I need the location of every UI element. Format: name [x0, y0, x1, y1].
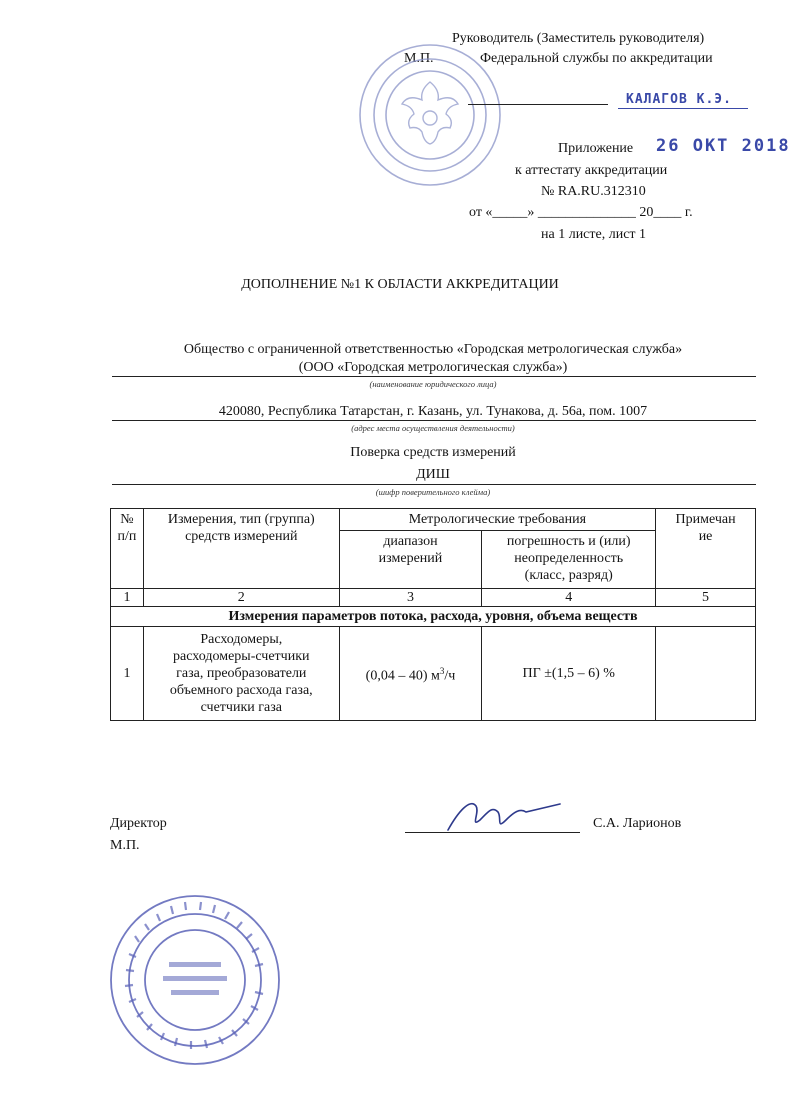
- col-no-line1: №: [120, 512, 134, 527]
- row-type-line3: газа, преобразователи: [176, 666, 307, 681]
- row-type-line5: счетчики газа: [200, 700, 282, 715]
- col-header-metro: Метрологические требования: [339, 509, 655, 531]
- row-range-tail: /ч: [444, 668, 456, 684]
- head-signature-line: [468, 104, 608, 105]
- signature-icon: [440, 790, 570, 840]
- col-header-error: [482, 531, 656, 589]
- head-title-1: Руководитель (Заместитель руководителя): [452, 31, 705, 46]
- row-number: 1: [111, 627, 144, 721]
- col-type-line1: Измерения, тип (группа): [167, 512, 315, 527]
- col-num-1: 1: [111, 589, 144, 607]
- head-mp: М.П.: [404, 51, 434, 66]
- col-header-note: [656, 509, 756, 589]
- head-signer-stamp: КАЛАГОВ К.Э.: [626, 92, 732, 107]
- col-note-line1: Примечан: [675, 512, 736, 527]
- row-note: [656, 627, 756, 721]
- col-header-no: [111, 509, 144, 589]
- address-underline: [112, 420, 756, 421]
- col-num-4: 4: [482, 589, 656, 607]
- org-full-name: Общество с ограниченной ответственностью «Городская метрологическая служба»: [183, 342, 683, 357]
- cipher-underline: [112, 484, 756, 485]
- document-title: ДОПОЛНЕНИЕ №1 К ОБЛАСТИ АККРЕДИТАЦИИ: [241, 277, 559, 292]
- table-row: [111, 627, 756, 721]
- activity: Поверка средств измерений: [350, 445, 516, 460]
- col-err-line1: погрешность и (или): [506, 534, 631, 549]
- col-range-line1: диапазон: [383, 534, 438, 549]
- col-header-type: [143, 509, 339, 589]
- section-header: Измерения параметров потока, расхода, уровня, объема веществ: [111, 607, 756, 627]
- cipher-caption: (шифр поверительного клейма): [375, 487, 491, 497]
- col-err-line2: неопределенность: [514, 551, 624, 566]
- org-underline: [112, 376, 756, 377]
- col-no-line2: п/п: [117, 529, 137, 544]
- org-address: 420080, Республика Татарстан, г. Казань, ул. Тунакова, д. 56а, пом. 1007: [218, 404, 648, 419]
- footer-position: Директор: [110, 816, 167, 831]
- footer-mp: М.П.: [110, 838, 140, 853]
- col-header-range: [339, 531, 482, 589]
- org-caption: (наименование юридического лица): [369, 379, 497, 389]
- accreditation-table: [110, 508, 756, 721]
- col-range-line2: измерений: [378, 551, 443, 566]
- row-range-main: (0,04 – 40) м: [365, 668, 440, 684]
- col-type-line2: средств измерений: [185, 529, 298, 544]
- org-short-name: (ООО «Городская метрологическая служба»): [298, 360, 568, 375]
- appendix-date-stamp: 26 ОКТ 2018: [656, 136, 791, 156]
- head-title-2: Федеральной службы по аккредитации: [480, 51, 713, 66]
- row-error: ПГ ±(1,5 – 6) %: [482, 627, 656, 721]
- col-num-3: 3: [339, 589, 482, 607]
- footer-signer: С.А. Ларионов: [593, 816, 682, 831]
- appendix-date-line: от «_____» ______________ 20____ г.: [469, 205, 693, 220]
- row-range-sup: 3: [439, 665, 445, 676]
- federal-seal-icon: [355, 40, 505, 190]
- appendix-sheets: на 1 листе, лист 1: [541, 227, 647, 242]
- col-note-line2: ие: [698, 529, 713, 544]
- organization-seal-icon: [105, 890, 285, 1070]
- row-instrument-type: [143, 627, 339, 721]
- row-type-line4: объемного расхода газа,: [169, 683, 313, 698]
- head-stamp-underline: [618, 108, 748, 109]
- appendix-line2: к аттестату аккредитации: [515, 163, 668, 178]
- row-type-line2: расходомеры-счетчики: [173, 649, 310, 664]
- col-num-2: 2: [143, 589, 339, 607]
- row-range: [339, 627, 482, 721]
- cipher: ДИШ: [416, 467, 450, 482]
- col-num-5: 5: [656, 589, 756, 607]
- column-number-row: [111, 589, 756, 607]
- col-err-line3: (класс, разряд): [524, 568, 613, 583]
- row-type-line1: Расходомеры,: [200, 632, 283, 647]
- appendix-number: № RA.RU.312310: [541, 184, 646, 199]
- appendix-label: Приложение: [558, 141, 634, 156]
- address-caption: (адрес места осуществления деятельности): [351, 423, 515, 433]
